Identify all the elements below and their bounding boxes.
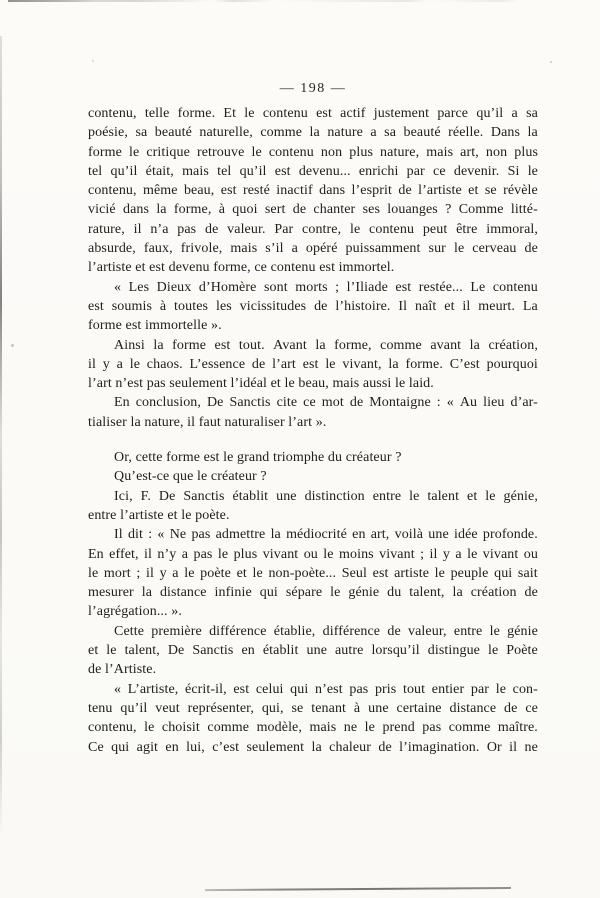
paragraph (88, 448, 538, 467)
text-line: Or, cette forme est le grand triomphe du créateur ? (114, 450, 402, 466)
page-number: — 198 — (279, 81, 347, 96)
scan-artifact-speck (11, 344, 14, 347)
text-line: rature, il n’a pas de valeur. Par contre, le contenu peut être immoral, (88, 221, 538, 237)
text-line: contenu, telle forme. Et le contenu est actif justement parce qu’il a sa (88, 106, 538, 121)
text-line: vicié dans la forme, à quoi sert de chanter ses louanges ? Comme litté- (88, 202, 538, 218)
text-line: contenu, le choisit comme modèle, mais ne le prend pas comme maître. (88, 720, 538, 736)
text-line: l’agrégation... ». (88, 604, 182, 620)
text-line: En conclusion, De Sanctis cite ce mot de Montaigne : « Au lieu d’ar- (114, 395, 538, 411)
text-block (88, 104, 538, 757)
paragraph (88, 393, 538, 432)
text-line: contenu, même beau, est resté inactif dans l’esprit de l’artiste et se révèle (88, 183, 538, 199)
text-line: l’art n’est pas seulement l’idéal et le beau, mais aussi le laid. (88, 376, 434, 392)
scan-artifact-speck (550, 61, 552, 63)
text-line: mesurer la distance infinie qui sépare le génie du talent, la création de (88, 585, 538, 601)
text-line: Ici, F. De Sanctis établit une distinction entre le talent et le génie, (114, 488, 538, 504)
paragraph (88, 104, 538, 278)
text-line: et le talent, De Sanctis en établit une autre lorsqu’il distingue le Poète (88, 643, 538, 659)
scan-artifact-left-edge (0, 36, 2, 836)
text-line: est soumis à toutes les vicissitudes de l’histoire. Il naît et il meurt. La (88, 298, 538, 314)
paragraph (88, 622, 538, 680)
text-line: tenu qu’il veut représenter, qui, se tenant à une certaine distance de ce (88, 700, 538, 716)
text-line: il y a le chaos. L’essence de l’art est le vivant, la forme. C’est pourquoi (88, 356, 538, 372)
paragraph (88, 467, 538, 486)
text-line: En effet, il n’y a pas le plus vivant ou le moins vivant ; il y a le vivant ou (88, 546, 538, 562)
text-line: forme est immortelle ». (88, 318, 222, 334)
text-line: poésie, sa beauté naturelle, comme la nature a sa beauté réelle. Dans la (88, 125, 538, 141)
text-line: entre l’artiste et le poète. (88, 507, 230, 523)
text-line: forme le critique retrouve le contenu non plus nature, mais art, non plus (88, 144, 538, 160)
scan-artifact-speck (92, 60, 94, 62)
text-line: Qu’est-ce que le créateur ? (114, 469, 267, 485)
paragraph (88, 487, 538, 526)
text-line: « Les Dieux d’Homère sont morts ; l’Iliade est restée... Le contenu (114, 279, 538, 295)
text-line: le mort ; il y a le poète et le non-poète... Seul est artiste le peuple qui sait (88, 565, 538, 581)
paragraph (88, 336, 538, 394)
text-line: de l’Artiste. (88, 662, 157, 678)
text-line: tel qu’il était, mais tel qu’il est devenu... enrichi par ce devenir. Si le (88, 163, 538, 179)
paragraph (88, 278, 538, 336)
text-line: Ainsi la forme est tout. Avant la forme, comme avant la création, (114, 337, 538, 353)
text-line: tialiser la nature, il faut naturaliser l’art ». (88, 414, 327, 430)
text-line: absurde, faux, frivole, mais s’il a opéré puissamment sur le cerveau de (88, 241, 538, 257)
scan-artifact-bottom-line (205, 887, 511, 891)
scan-artifact-top-edge (8, 0, 520, 2)
text-line: l’artiste et est devenu forme, ce contenu est immortel. (88, 260, 395, 276)
paragraph (88, 680, 538, 757)
text-line: « L’artiste, écrit-il, est celui qui n’est pas pris tout entier par le con- (114, 681, 538, 697)
paragraph (88, 525, 538, 621)
text-line: Ce qui agit en lui, c’est seulement la chaleur de l’imagination. Or il ne (88, 739, 538, 755)
text-line: Cette première différence établie, différence de valeur, entre le génie (114, 623, 538, 639)
text-line: Il dit : « Ne pas admettre la médiocrité en art, voilà une idée profonde. (114, 527, 538, 543)
